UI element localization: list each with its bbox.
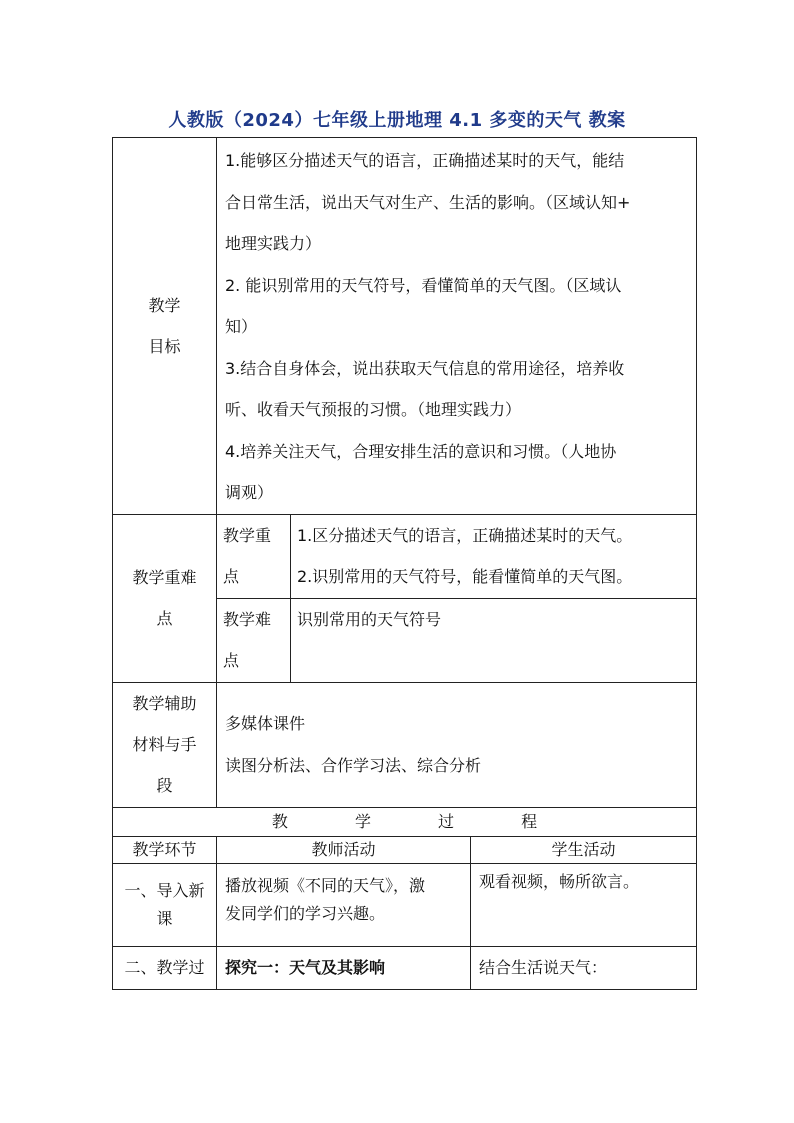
- objectives-content: [217, 138, 697, 515]
- objectives-label: 教学 目标: [113, 138, 217, 515]
- header-stage: 教学环节: [113, 836, 217, 863]
- teacher-activity: 探究一：天气及其影响: [217, 946, 471, 989]
- objective-line: 合日常生活，说出天气对生产、生活的影响。（区域认知+: [225, 192, 631, 212]
- key-points-row: [113, 514, 697, 598]
- difficult-points-label: 教学难 点: [217, 598, 291, 682]
- objective-line: 4.培养关注天气，合理安排生活的意识和习惯。（人地协: [225, 441, 617, 461]
- objective-line: 调观）: [225, 483, 274, 502]
- objective-line: 听、收看天气预报的习惯。（地理实践力）: [225, 400, 522, 419]
- objective-line: 1.能够区分描述天气的语言，正确描述某时的天气，能结: [225, 151, 625, 170]
- key-difficult-label: 教学重难 点: [113, 514, 217, 682]
- header-student: 学生活动: [471, 836, 697, 863]
- objective-line: 地理实践力）: [225, 234, 322, 253]
- process-header-row: [113, 836, 697, 863]
- aids-content: 多媒体课件 读图分析法、合作学习法、综合分析: [217, 682, 697, 807]
- objective-line: 知）: [225, 317, 258, 336]
- student-activity: 结合生活说天气：: [471, 946, 697, 989]
- difficult-points-content: 识别常用的天气符号: [291, 598, 697, 682]
- process-title-row: [113, 807, 697, 836]
- objective-line: 3.结合自身体会，说出获取天气信息的常用途径，培养收: [225, 358, 625, 378]
- process-title: 教 学 过 程: [113, 807, 697, 836]
- key-point-line: 1.区分描述天气的语言，正确描述某时的天气。: [297, 525, 633, 545]
- student-activity: 观看视频，畅所欲言。: [471, 863, 697, 946]
- aids-row: [113, 682, 697, 807]
- aids-label: 教学辅助 材料与手 段: [113, 682, 217, 807]
- document-title: 人教版（2024）七年级上册地理 4.1 多变的天气 教案: [168, 110, 626, 131]
- key-point-line: 2.识别常用的天气符号，能看懂简单的天气图。: [297, 567, 633, 586]
- lesson-plan-table: [112, 137, 697, 990]
- objective-line: 2. 能识别常用的天气符号，看懂简单的天气图。（区域认: [225, 275, 622, 295]
- objectives-row: [113, 138, 697, 515]
- stage-teaching: 二、教学过: [113, 946, 217, 989]
- key-points-label: 教学重 点: [217, 514, 291, 598]
- stage-intro: 一、导入新 课: [113, 863, 217, 946]
- key-points-content: [291, 514, 697, 598]
- header-teacher: 教师活动: [217, 836, 471, 863]
- teacher-activity: 播放视频《不同的天气》，激 发同学们的学习兴趣。: [217, 863, 471, 946]
- process-row: [113, 863, 697, 946]
- process-row: [113, 946, 697, 989]
